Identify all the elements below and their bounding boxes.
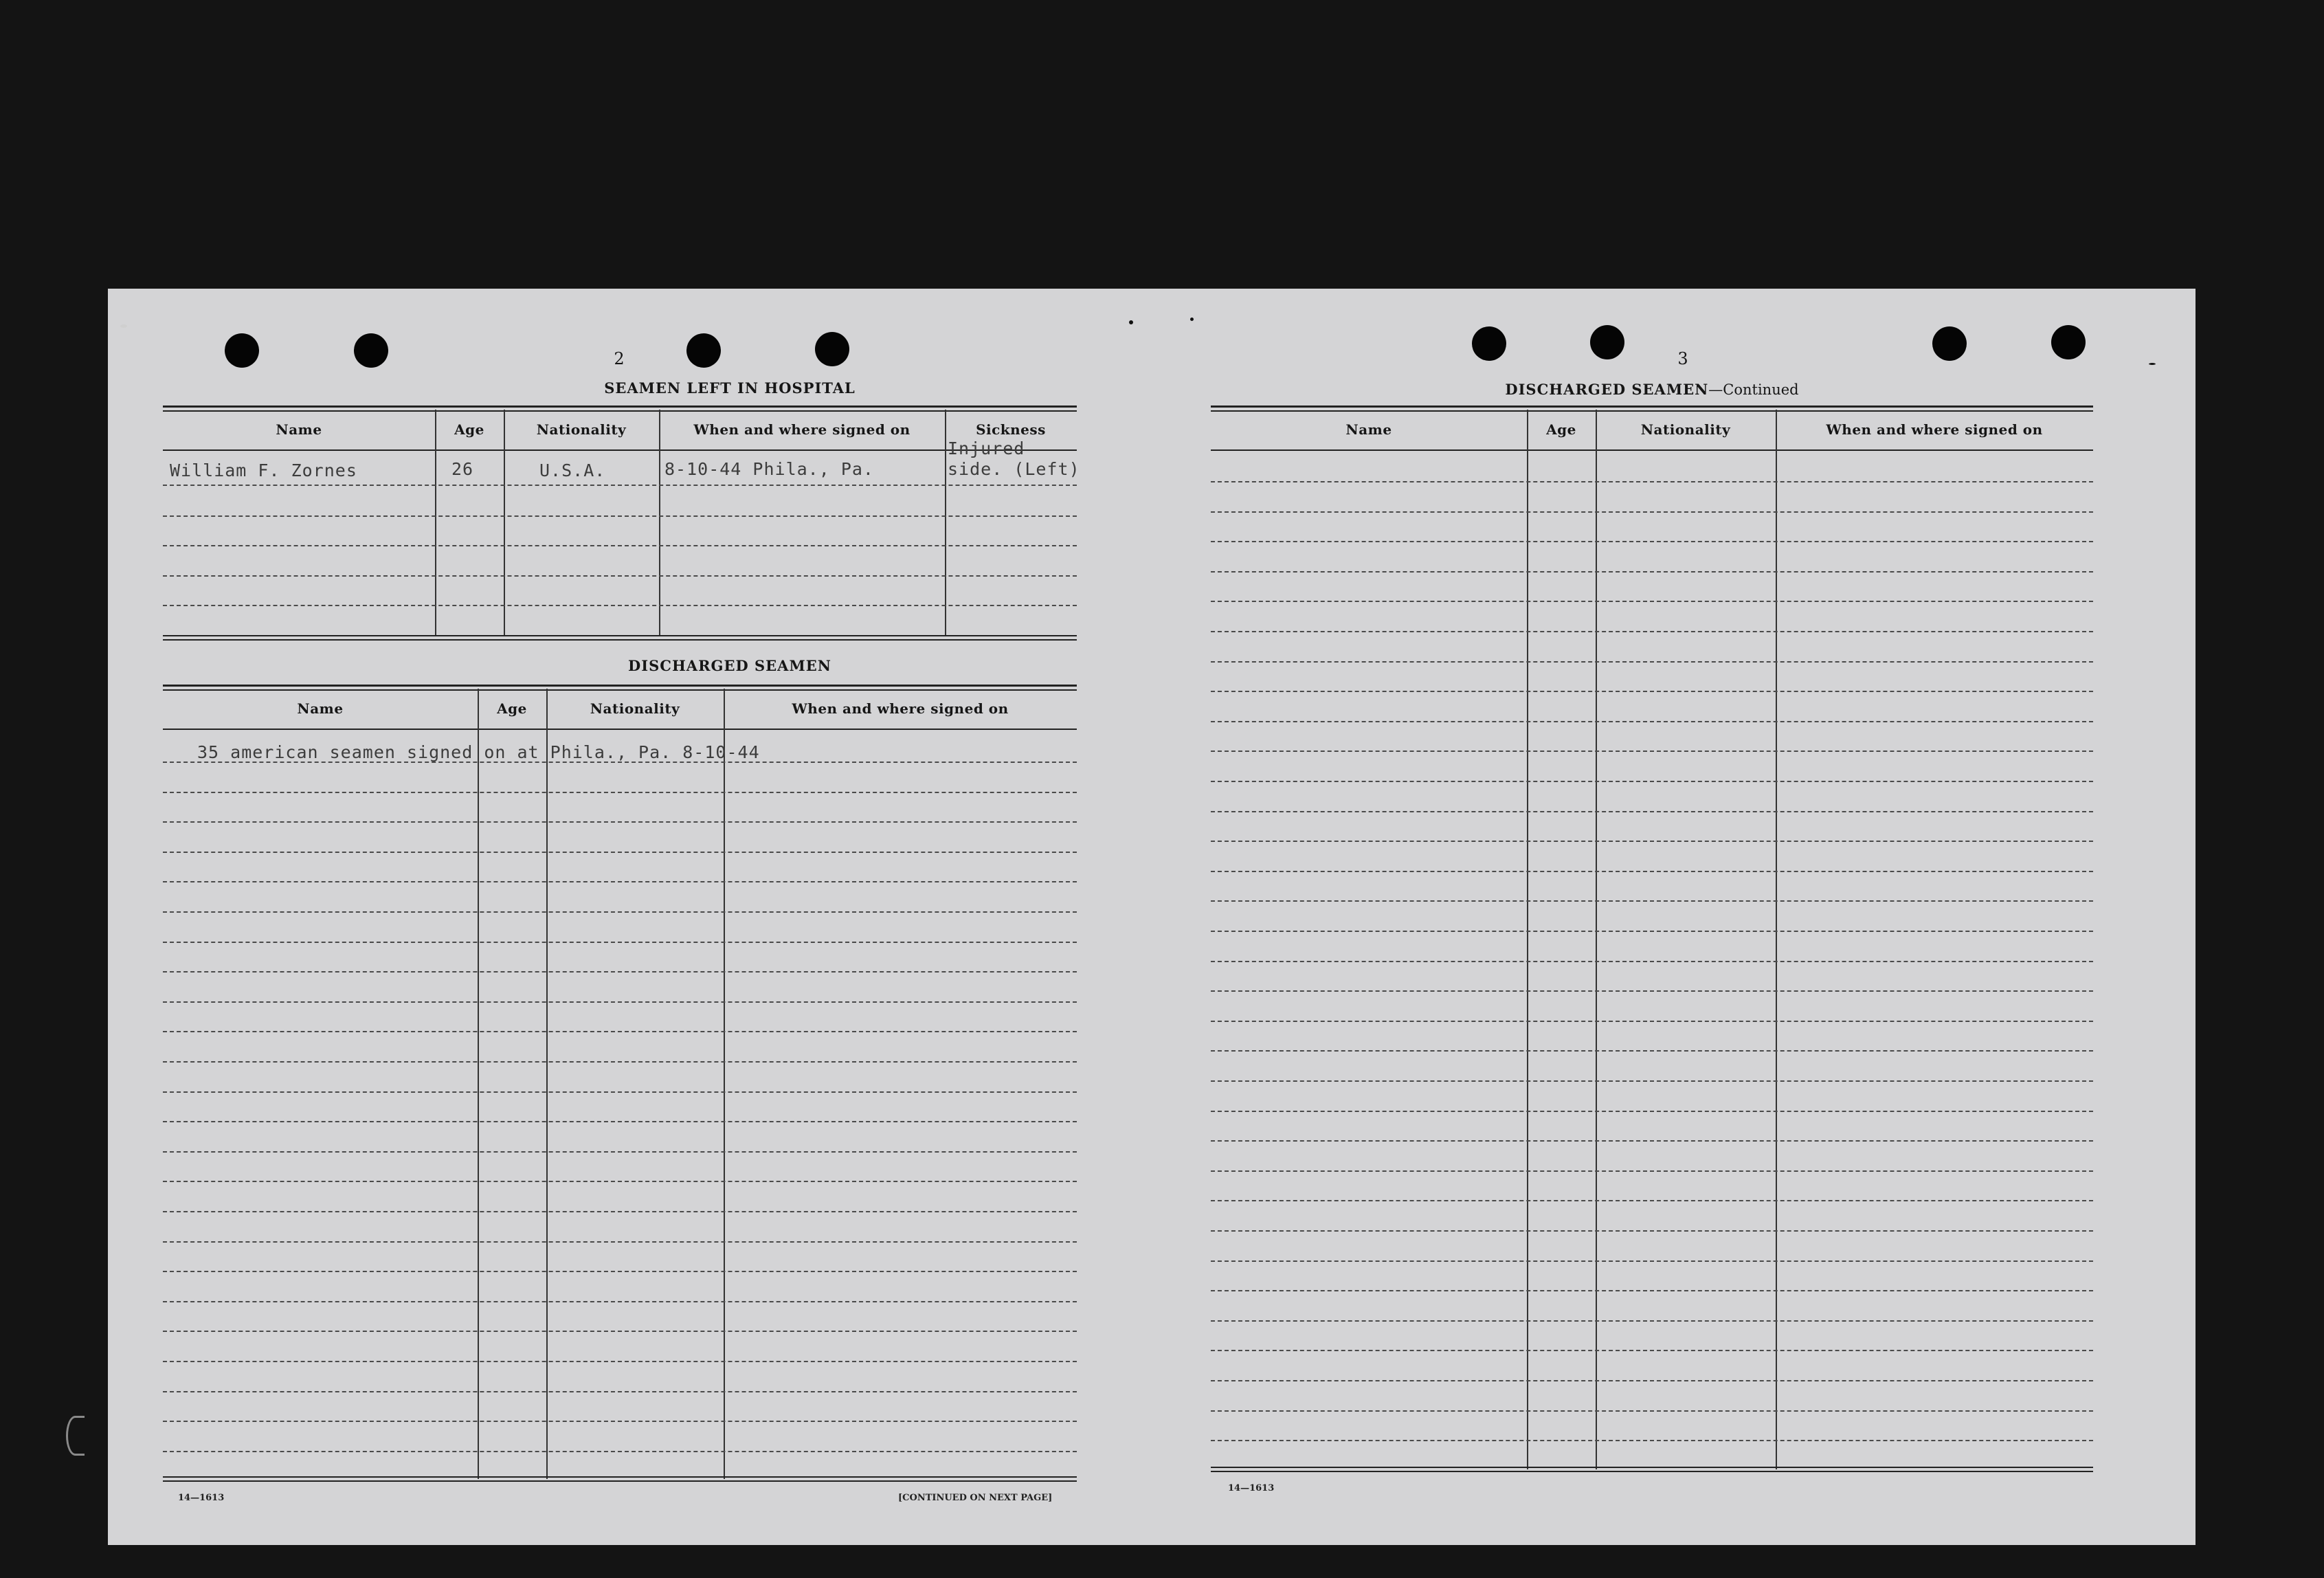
paper-speck [2149, 363, 2156, 365]
entry-line [1211, 1440, 2093, 1441]
header-nationality: Nationality [590, 700, 680, 717]
entry-line [163, 1391, 1077, 1392]
header-name: Name [1345, 421, 1392, 438]
entry-line [163, 1091, 1077, 1093]
entry-line [163, 1181, 1077, 1182]
discharged-continued-title-suffix: —Continued [1708, 381, 1799, 398]
entry-line [1211, 961, 2093, 962]
entry-line [163, 485, 1077, 486]
entry-line [163, 1421, 1077, 1422]
entry-line [163, 1061, 1077, 1063]
entry-line [163, 1211, 1077, 1212]
discharged-continued-title-bold: DISCHARGED SEAMEN [1505, 381, 1709, 398]
entry-line [163, 852, 1077, 853]
table-header-row [163, 689, 1077, 730]
hospital-table [163, 405, 1080, 646]
entry-line [163, 1301, 1077, 1302]
entry-line [1211, 751, 2093, 752]
entry-line [163, 881, 1077, 882]
paper-speck [1129, 320, 1133, 324]
table-header-row [1211, 410, 2093, 451]
punch-hole [686, 333, 721, 368]
entry-line [1211, 481, 2093, 482]
punch-hole [1472, 326, 1506, 361]
discharged-entry-text: 35 american seamen signed on at Phila., Pa. 8-10-44 [197, 742, 760, 762]
table-bottom-rule [1211, 1467, 2093, 1472]
header-signed-on: When and where signed on [693, 421, 910, 438]
discharged-section-title: DISCHARGED SEAMEN [628, 657, 831, 674]
header-sickness: Sickness [976, 421, 1046, 438]
entry-line [163, 792, 1077, 793]
entry-line [1211, 571, 2093, 573]
entry-line [1211, 1380, 2093, 1381]
column-divider [1596, 410, 1597, 1469]
column-divider [1776, 410, 1777, 1469]
entry-line [1211, 511, 2093, 513]
entry-line [163, 1361, 1077, 1362]
entry-line [163, 1241, 1077, 1243]
entry-line [1211, 1080, 2093, 1082]
entry-line [1211, 721, 2093, 722]
entry-line [163, 911, 1077, 913]
entry-line [1211, 1050, 2093, 1052]
entry-line [1211, 1260, 2093, 1262]
entry-line [1211, 541, 2093, 542]
header-age: Age [1546, 421, 1576, 438]
entry-line [163, 821, 1077, 823]
hospital-entry-nationality: U.S.A. [539, 460, 606, 480]
entry-line [1211, 781, 2093, 782]
entry-line [1211, 1350, 2093, 1351]
entry-line [1211, 1111, 2093, 1112]
entry-line [163, 1451, 1077, 1452]
table-header-row [163, 410, 1077, 451]
entry-line [1211, 841, 2093, 842]
column-divider [435, 410, 436, 635]
entry-line [1211, 1170, 2093, 1172]
entry-line [1211, 1021, 2093, 1022]
entry-line [163, 1121, 1077, 1122]
header-nationality: Nationality [536, 421, 627, 438]
column-divider [945, 410, 946, 635]
entry-line [1211, 900, 2093, 902]
hospital-entry-name: William F. Zornes [170, 460, 357, 480]
hospital-section-title: SEAMEN LEFT IN HOSPITAL [604, 379, 856, 397]
entry-line [1211, 1410, 2093, 1412]
entry-line [1211, 811, 2093, 812]
entry-line [1211, 691, 2093, 692]
page-number-left: 2 [614, 349, 625, 368]
entry-line [163, 515, 1077, 517]
entry-line [163, 1271, 1077, 1272]
column-divider [659, 410, 660, 635]
entry-line [1211, 1200, 2093, 1201]
punch-hole [354, 333, 388, 368]
background-speck [120, 324, 127, 328]
entry-line [1211, 1290, 2093, 1291]
discharged-table [163, 685, 1077, 1483]
hospital-entry-age: 26 [451, 459, 474, 479]
entry-line [1211, 931, 2093, 932]
discharged-continued-table [1211, 405, 2093, 1474]
entry-line [1211, 1140, 2093, 1142]
header-signed-on: When and where signed on [792, 700, 1009, 717]
entry-line [163, 1331, 1077, 1332]
entry-line [1211, 871, 2093, 872]
paper-speck [1190, 318, 1194, 321]
continued-note: [CONTINUED ON NEXT PAGE] [898, 1493, 1053, 1503]
entry-line [1211, 631, 2093, 632]
header-signed-on: When and where signed on [1826, 421, 2043, 438]
header-name: Name [297, 700, 344, 717]
entry-line [163, 942, 1077, 943]
page-number-right: 3 [1677, 349, 1688, 368]
entry-line [1211, 601, 2093, 602]
header-name: Name [276, 421, 322, 438]
column-divider [504, 410, 505, 635]
column-divider [1527, 410, 1528, 1469]
entry-line [163, 1151, 1077, 1153]
hospital-entry-sickness-line2: side. (Left) [948, 459, 1080, 479]
form-number-left: 14—1613 [178, 1493, 225, 1503]
entry-line [163, 605, 1077, 606]
entry-line [1211, 1230, 2093, 1232]
hospital-entry-sickness-line1: Injured [948, 438, 1025, 458]
entry-line [163, 971, 1077, 973]
table-bottom-rule [163, 635, 1077, 641]
document-sheet [108, 289, 2195, 1545]
entry-line [1211, 661, 2093, 663]
punch-hole [815, 332, 849, 366]
punch-hole [1590, 325, 1624, 359]
background-speck [66, 1416, 85, 1456]
punch-hole [2051, 325, 2086, 359]
entry-line [1211, 990, 2093, 992]
discharged-continued-title [1212, 381, 2092, 398]
entry-line [163, 1001, 1077, 1003]
entry-line [163, 545, 1077, 546]
punch-hole [1932, 326, 1967, 361]
table-bottom-rule [163, 1476, 1077, 1482]
entry-line [163, 575, 1077, 577]
form-number-right: 14—1613 [1228, 1483, 1275, 1493]
hospital-entry-signed-on: 8-10-44 Phila., Pa. [664, 459, 874, 479]
punch-hole [225, 333, 259, 368]
entry-line [1211, 1320, 2093, 1322]
header-age: Age [454, 421, 484, 438]
entry-line [163, 1031, 1077, 1032]
header-age: Age [497, 700, 527, 717]
header-nationality: Nationality [1640, 421, 1731, 438]
